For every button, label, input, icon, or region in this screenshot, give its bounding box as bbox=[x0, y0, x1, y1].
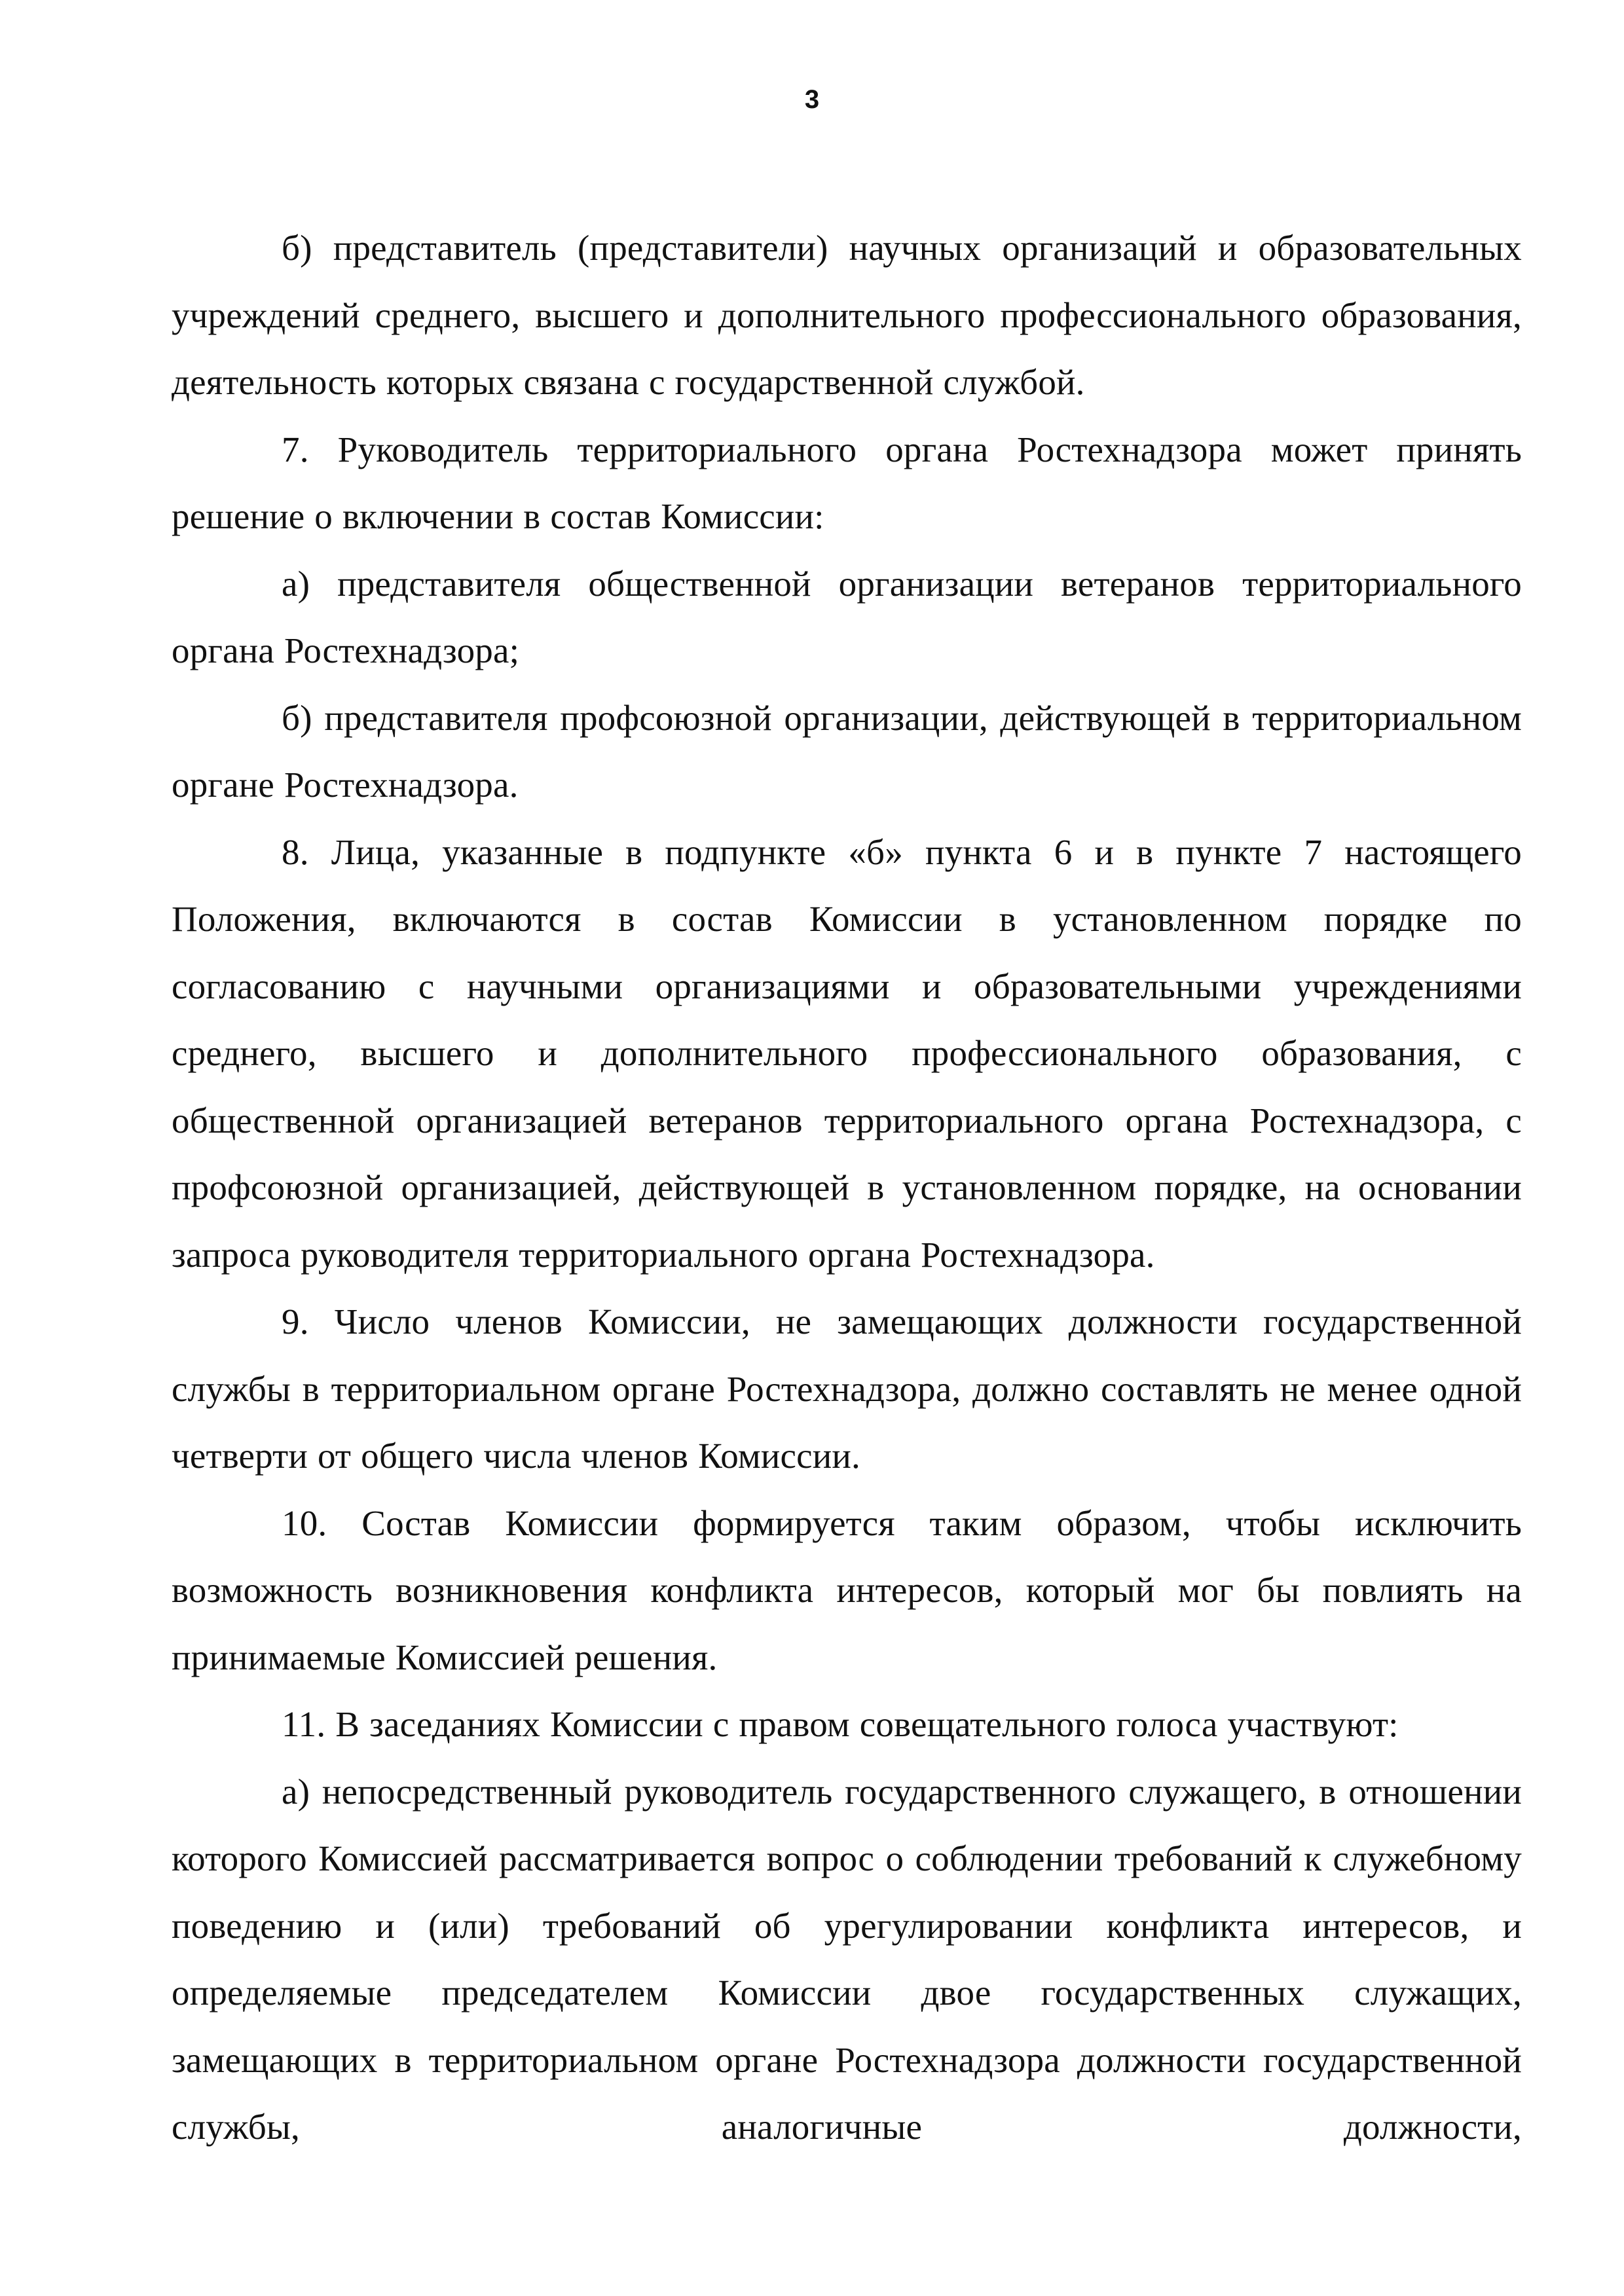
paragraph-8: 8. Лица, указанные в подпункте «б» пункта 6 и в пункте 7 настоящего Положения, включаются в состав Комиссии в установленном порядке по согласованию с научными организациями и образовательными учреждениями среднего, высшего и дополнительного профессионального образования, с общественной организацией ветеранов территориального органа Ростехнадзора, с профсоюзной организацией, действующей в установленном порядке, на основании запроса руководителя территориального органа Ростехнадзора. bbox=[172, 831, 1522, 1275]
paragraph-10: 10. Состав Комиссии формируется таким образом, чтобы исключить возможность возникновения конфликта интересов, который мог бы повлиять на принимаемые Комиссией решения. bbox=[172, 1503, 1522, 1677]
paragraph-7: 7. Руководитель территориального органа Ростехнадзора может принять решение о включении в состав Комиссии: bbox=[172, 429, 1522, 536]
paragraph-9: 9. Число членов Комиссии, не замещающих должности государственной службы в территориальном органе Ростехнадзора, должно составлять не менее одной четверти от общего числа членов Комиссии. bbox=[172, 1302, 1522, 1476]
paragraph-6b: б) представитель (представители) научных организаций и образовательных учреждений среднего, высшего и дополнительного профессионального образования, деятельность которых связана с государственной службой. bbox=[172, 228, 1522, 402]
paragraph-11: 11. В заседаниях Комиссии с правом совещательного голоса участвуют: bbox=[282, 1704, 1399, 1744]
document-body bbox=[172, 215, 1522, 2161]
page-number: 3 bbox=[804, 85, 820, 114]
paragraph-7b: б) представителя профсоюзной организации, действующей в территориальном органе Ростехнадзора. bbox=[172, 697, 1522, 805]
paragraph-7a: а) представителя общественной организации ветеранов территориального органа Ростехнадзора; bbox=[172, 563, 1522, 670]
paragraph-11a: а) непосредственный руководитель государственного служащего, в отношении которого Комиссией рассматривается вопрос о соблюдении требований к служебному поведению и (или) требований об урегулировании конфликта интересов, и определяемые председателем Комиссии двое государственных служащих, замещающих в территориальном органе Ростехнадзора должности государственной службы, аналогичные должности, bbox=[172, 1771, 1522, 2147]
